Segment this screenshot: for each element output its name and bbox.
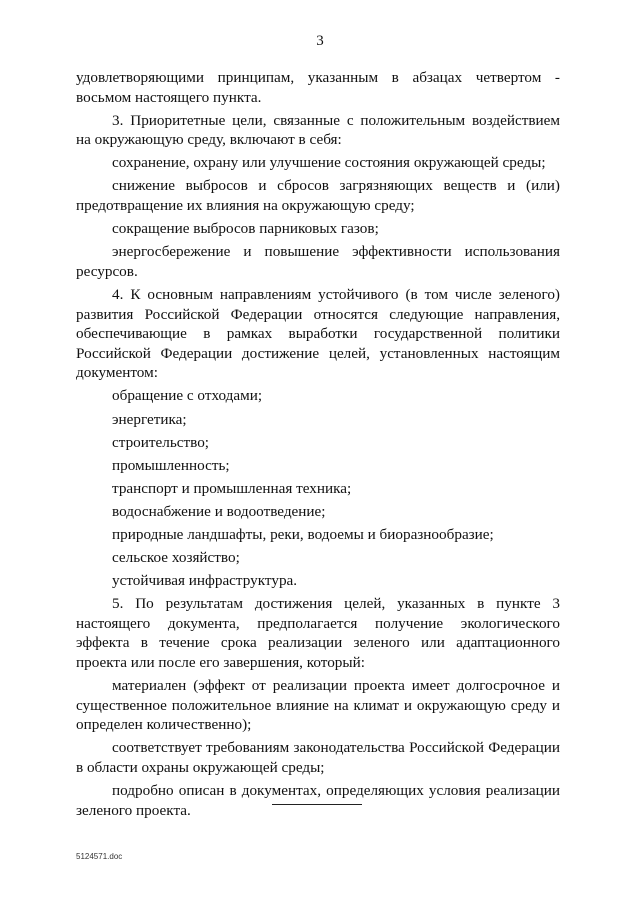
- paragraph-continuation: удовлетворяющими принципам, указанным в абзацах четвертом - восьмом настоящего пункта.: [76, 69, 560, 106]
- footer-doc-code: 5124571.doc: [76, 852, 123, 861]
- paragraph-clause-3: 3. Приоритетные цели, связанные с положительным воздействием на окружающую среду, включают в себя:: [76, 111, 560, 149]
- list-item-direction: промышленность;: [112, 456, 230, 474]
- list-item-effect: соответствует требованиям законодательства Российской Федерации в области охраны окружающей среды;: [76, 739, 560, 776]
- list-item-goal: энергосбережение и повышение эффективности использования ресурсов.: [76, 243, 560, 280]
- paragraph-clause-5: 5. По результатам достижения целей, указанных в пункте 3 настоящего документа, предполагается получение экологического эффекта в течение срока реализации зеленого или адаптационного проекта или после его завершения, который:: [76, 595, 560, 672]
- list-item-effect: подробно описан в документах, определяющих условия реализации зеленого проекта.: [76, 782, 560, 819]
- list-item-direction: водоснабжение и водоотведение;: [112, 502, 326, 520]
- list-item-goal: сокращение выбросов парниковых газов;: [112, 220, 379, 238]
- paragraph-clause-4: 4. К основным направлениям устойчивого (в том числе зеленого) развития Российской Федерации относятся следующие направления, обеспечивающие в рамках выработки государственной политики Российской Федерации достижение целей, установленных настоящим документом:: [76, 285, 560, 382]
- list-item-direction: устойчивая инфраструктура.: [112, 572, 298, 590]
- list-item-direction: строительство;: [112, 433, 210, 451]
- list-item-direction: сельское хозяйство;: [112, 549, 240, 567]
- document-body: [76, 68, 560, 820]
- list-item-goal: снижение выбросов и сбросов загрязняющих веществ и (или) предотвращение их влияния на окружающую среду;: [76, 177, 560, 215]
- list-item-direction: природные ландшафты, реки, водоемы и биоразнообразие;: [112, 525, 494, 543]
- page-number: 3: [316, 33, 324, 49]
- list-item-goal: сохранение, охрану или улучшение состояния окружающей среды;: [112, 154, 546, 172]
- end-separator-line: [272, 804, 362, 805]
- list-item-effect: материален (эффект от реализации проекта имеет долгосрочное и существенное положительное влияние на климат и окружающую среду и определен количественно);: [76, 677, 560, 734]
- list-item-direction: транспорт и промышленная техника;: [112, 479, 352, 497]
- list-item-direction: энергетика;: [112, 410, 187, 428]
- list-item-direction: обращение с отходами;: [112, 387, 263, 405]
